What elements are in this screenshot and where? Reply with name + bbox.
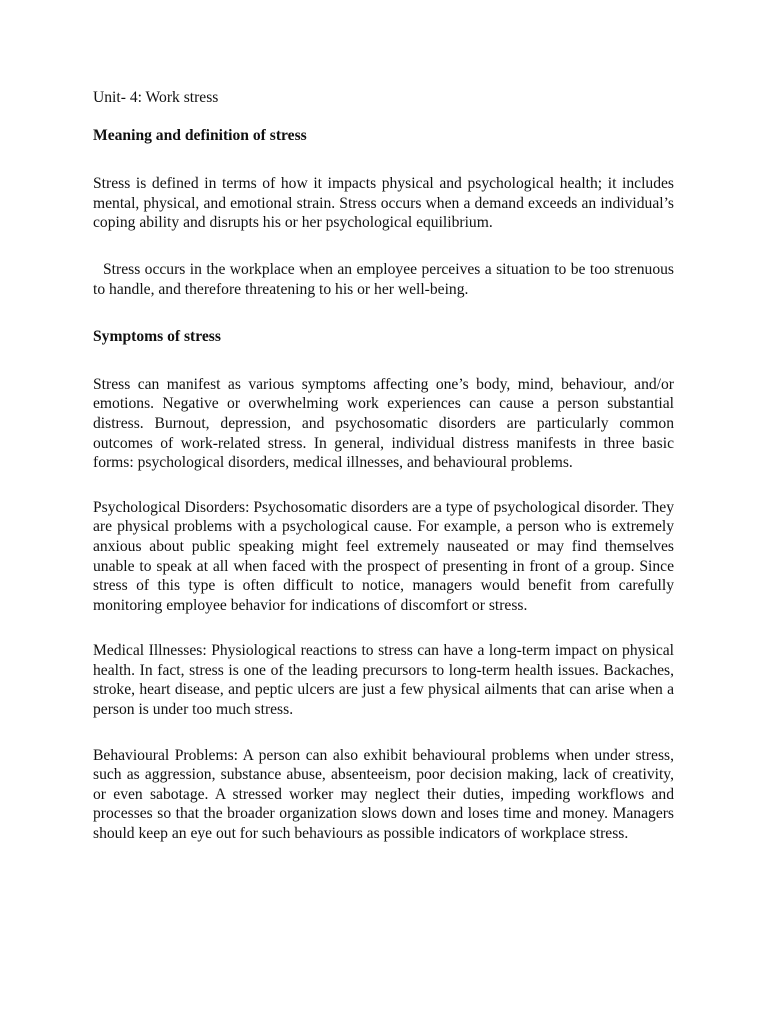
paragraph-definition: Stress is defined in terms of how it impacts physical and psychological health; it includes mental, physical, and emotional strain. Stress occurs when a demand exceeds an individual’s coping ability and disrupts his or her psychological equilibrium.	[93, 175, 674, 232]
paragraph-medical-illnesses: Medical Illnesses: Physiological reactions to stress can have a long-term impact on physical health. In fact, stress is one of the leading precursors to long-term health issues. Backaches, stroke, heart disease, and peptic ulcers are just a few physical ailments that can arise when a person is under too much stress.	[93, 642, 674, 719]
unit-title: Unit- 4: Work stress	[93, 89, 219, 106]
document-page	[93, 88, 674, 844]
paragraph-workplace-stress: Stress occurs in the workplace when an employee perceives a situation to be too strenuous to handle, and therefore threatening to his or her well-being.	[93, 260, 674, 298]
paragraph-symptoms-overview: Stress can manifest as various symptoms affecting one’s body, mind, behaviour, and/or emotions. Negative or overwhelming work experiences can cause a person substantial distress. Burnout, depression, and psychosomatic disorders are particularly common outcomes of work-related stress. In general, individual distress manifests in three basic forms: psychological disorders, medical illnesses, and behavioural problems.	[93, 375, 674, 472]
section-heading-symptoms: Symptoms of stress	[93, 328, 221, 346]
paragraph-psychological-disorders: Psychological Disorders: Psychosomatic disorders are a type of psychological disorder. They are physical problems with a psychological cause. For example, a person who is extremely anxious about public speaking might feel extremely nauseated or may find themselves unable to speak at all when faced with the prospect of presenting in front of a group. Since stress of this type is often difficult to notice, managers would benefit from carefully monitoring employee behavior for indications of discomfort or stress.	[93, 498, 674, 614]
section-heading-meaning: Meaning and definition of stress	[93, 126, 307, 144]
paragraph-behavioural-problems: Behavioural Problems: A person can also exhibit behavioural problems when under stress, such as aggression, substance abuse, absenteeism, poor decision making, lack of creativity, or even sabotage. A stressed worker may neglect their duties, impeding workflows and processes so that the broader organization slows down and loses time and money. Managers should keep an eye out for such behaviours as possible indicators of workplace stress.	[93, 746, 674, 843]
